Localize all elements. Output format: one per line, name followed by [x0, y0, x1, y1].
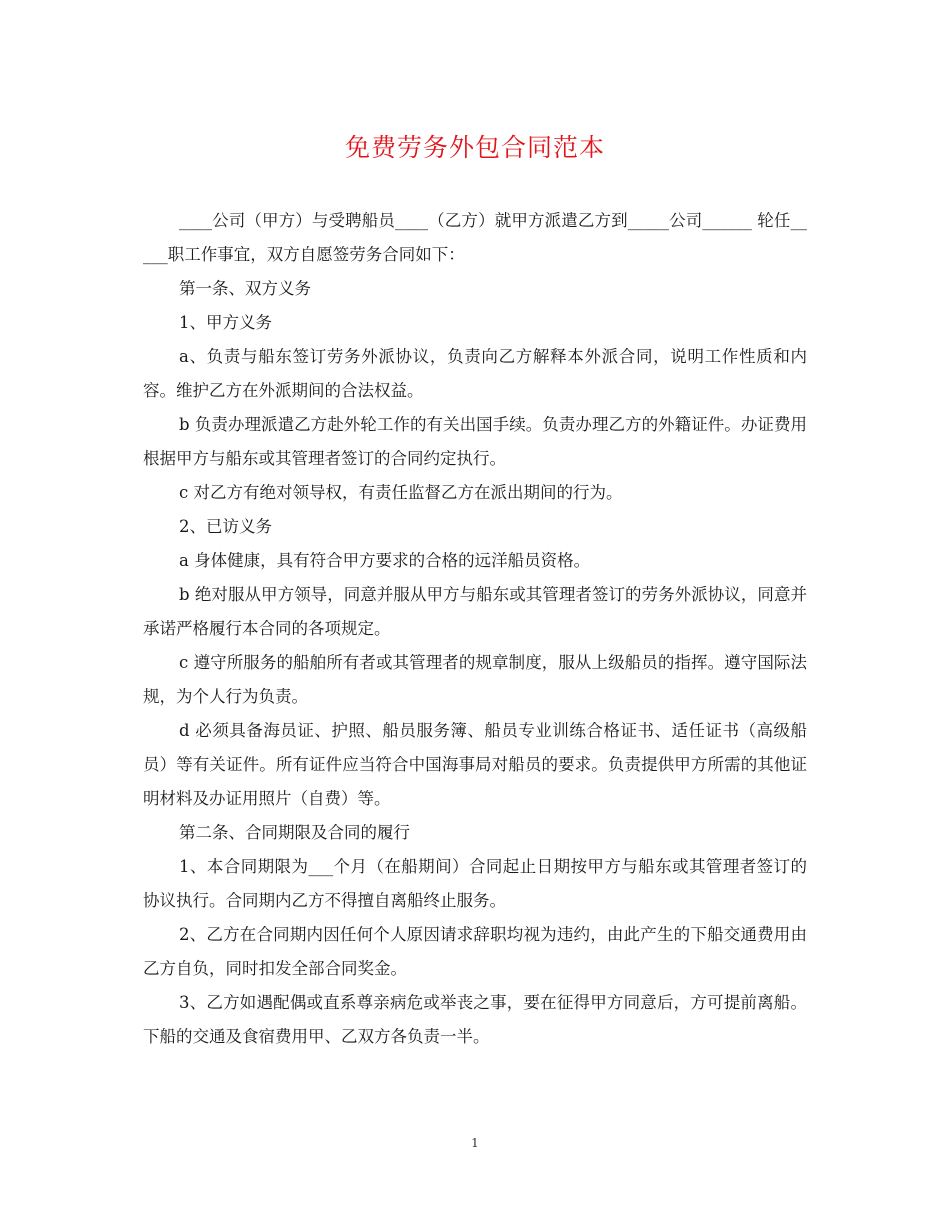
paragraph-b-1: b 负责办理派遣乙方赴外轮工作的有关出国手续。负责办理乙方的外籍证件。办证费用根据甲方与船东或其管理者签订的合同约定执行。 [143, 415, 807, 468]
section-heading-2: 第二条、合同期限及合同的履行 [179, 823, 410, 842]
paragraph-d-2: d 必须具备海员证、护照、船员服务簿、船员专业训练合格证书、适任证书（高级船员）等有关证件。所有证件应当符合中国海事局对船员的要求。负责提供甲方所需的其他证明材料及办证用照片（自费）等。 [143, 721, 807, 808]
paragraph-term-2: 2、乙方在合同期内因任何个人原因请求辞职均视为违约，由此产生的下船交通费用由乙方自负，同时扣发全部合同奖金。 [143, 925, 807, 978]
paragraph-b-2: b 绝对服从甲方领导，同意并服从甲方与船东或其管理者签订的劳务外派协议，同意并承诺严格履行本合同的各项规定。 [143, 585, 807, 638]
page-number: 1 [471, 1136, 479, 1150]
paragraph-term-1: 1、本合同期限为___个月（在船期间）合同起止日期按甲方与船东或其管理者签订的协议执行。合同期内乙方不得擅自离船终止服务。 [143, 857, 807, 910]
paragraph-term-3: 3、乙方如遇配偶或直系尊亲病危或举丧之事，要在征得甲方同意后，方可提前离船。下船的交通及食宿费用甲、乙双方各负责一半。 [143, 993, 807, 1046]
document-body [143, 204, 807, 1054]
subsection-heading-party-a: 1、甲方义务 [179, 313, 272, 332]
paragraph-a-2: a 身体健康，具有符合甲方要求的合格的远洋船员资格。 [179, 551, 591, 570]
document-title: 免费劳务外包合同范本 [344, 133, 605, 162]
paragraph-c-2: c 遵守所服务的船舶所有者或其管理者的规章制度，服从上级船员的指挥。遵守国际法规，为个人行为负责。 [143, 653, 807, 706]
section-heading-1: 第一条、双方义务 [179, 279, 311, 298]
subsection-heading-party-b: 2、已访义务 [179, 517, 272, 536]
paragraph-intro: ____公司（甲方）与受聘船员____（乙方）就甲方派遣乙方到_____公司______ 轮任_____职工作事宜，双方自愿签劳务合同如下： [143, 211, 807, 264]
paragraph-a-1: a、负责与船东签订劳务外派协议，负责向乙方解释本外派合同，说明工作性质和内容。维护乙方在外派期间的合法权益。 [143, 347, 807, 400]
paragraph-c-1: c 对乙方有绝对领导权，有责任监督乙方在派出期间的行为。 [179, 483, 623, 502]
